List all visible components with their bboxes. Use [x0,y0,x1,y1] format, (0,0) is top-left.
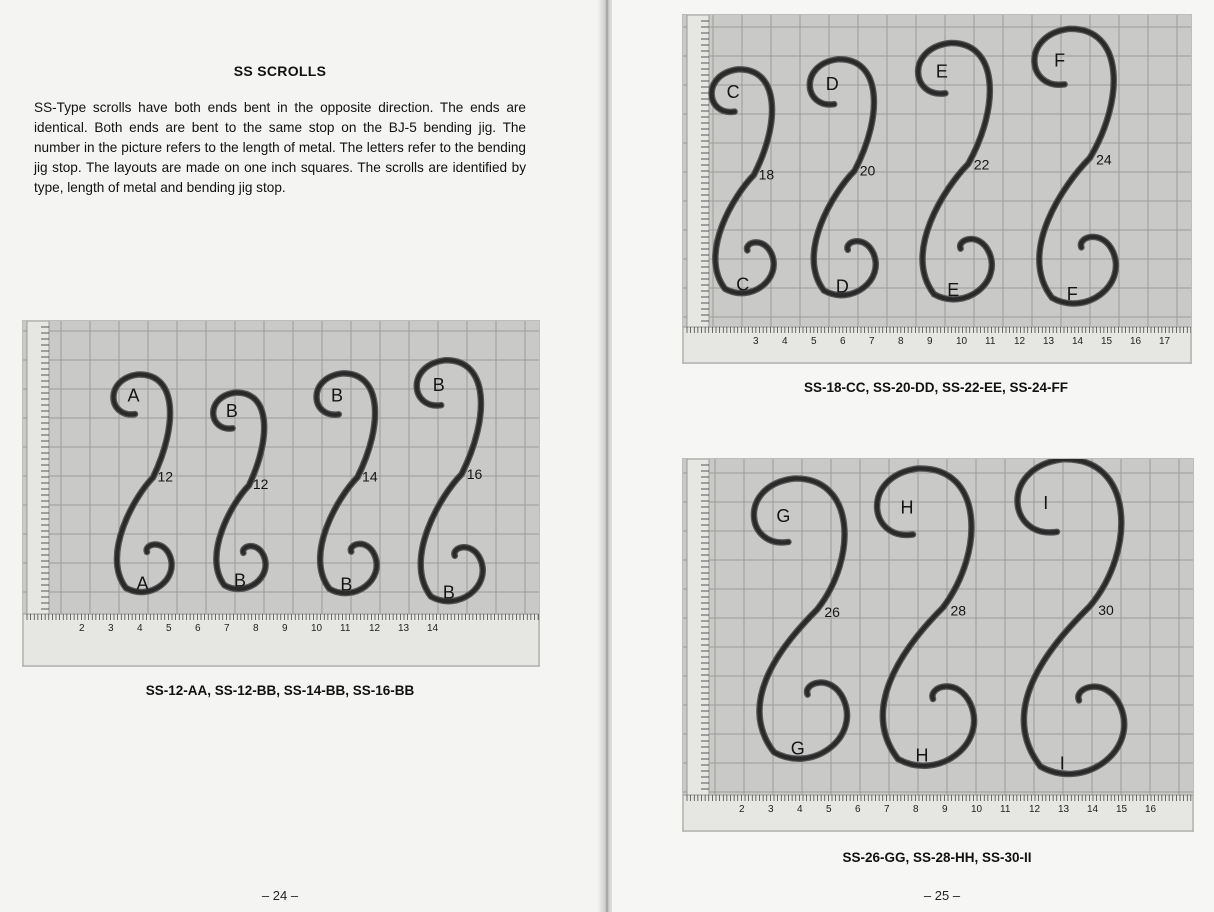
metal-length-label: 22 [973,156,990,173]
scroll-photo-26-30 [682,458,1194,832]
ruler-number: 13 [1058,804,1070,815]
ruler-number: 11 [985,336,996,347]
metal-length-label: 16 [466,466,483,482]
top-stop-letter: G [776,505,791,526]
ruler-number: 17 [1159,336,1171,347]
ruler-number: 5 [811,336,817,347]
horizontal-ruler [23,614,539,666]
ruler-number: 4 [782,336,788,347]
figure-caption-top: SS-18-CC, SS-20-DD, SS-22-EE, SS-24-FF [803,380,1069,395]
bottom-stop-letter: B [233,570,246,591]
bottom-stop-letter: E [947,280,960,301]
top-stop-letter: H [900,497,914,518]
ruler-number: 8 [898,336,904,347]
vertical-ruler [27,321,49,614]
ruler-number: 12 [369,623,381,634]
ruler-number: 8 [913,804,919,815]
bottom-stop-letter: F [1066,283,1078,304]
scroll-photo-18-24 [682,14,1192,364]
ruler-number: 6 [840,336,846,347]
metal-length-label: 20 [859,162,876,179]
section-heading: SS SCROLLS [233,63,327,79]
ruler-number: 2 [79,623,85,634]
top-stop-letter: B [432,374,445,395]
ruler-number: 6 [195,623,201,634]
top-stop-letter: D [825,73,839,94]
ruler-number: 10 [311,623,323,634]
ruler-number: 4 [137,623,143,634]
left-page [0,0,606,912]
intro-paragraph: SS-Type scrolls have both ends bent in the opposite direction. The ends are identical. Both ends are bent to the same stop on the BJ-5 bending jig. The number in the picture refers to the length of metal. The letters refer to the bending jig stop. The layouts are made on one inch squares. The scrolls are identified by type, length of metal and bending jig stop. [34,100,526,195]
right-page [612,0,1214,912]
top-stop-letter: B [331,385,344,406]
ruler-number: 5 [166,623,172,634]
ruler-number: 3 [753,336,759,347]
metal-length-label: 12 [157,468,174,485]
ruler-number: 10 [956,336,968,347]
ruler-number: 10 [971,804,983,815]
bottom-stop-letter: B [340,574,353,595]
bottom-stop-letter: I [1059,753,1065,774]
ruler-number: 7 [869,336,875,347]
ruler-number: 14 [1087,804,1099,815]
ruler-number: 13 [398,623,410,634]
ruler-number: 2 [739,804,745,815]
ruler-number: 3 [768,804,774,815]
top-stop-letter: F [1054,50,1066,71]
ruler-number: 9 [282,623,288,634]
ruler-number: 16 [1145,804,1157,815]
photo-backdrop [683,459,1193,831]
top-stop-letter: B [225,400,238,421]
figure-caption-left: SS-12-AA, SS-12-BB, SS-14-BB, SS-16-BB [145,683,415,698]
bottom-stop-letter: C [736,274,750,295]
bottom-stop-letter: A [136,573,149,594]
ruler-number: 5 [826,804,832,815]
ruler-number: 11 [1000,804,1011,815]
ruler-number: 11 [340,623,351,634]
ruler-number: 7 [884,804,890,815]
page-number-right: – 25 – [923,888,961,903]
photo-svg [683,459,1193,831]
ruler-number: 14 [1072,336,1084,347]
top-stop-letter: E [935,61,948,82]
bottom-stop-letter: G [790,738,805,759]
bottom-stop-letter: H [915,745,929,766]
page-number-left: – 24 – [261,888,299,903]
ruler-number: 3 [108,623,114,634]
metal-length-label: 26 [824,604,840,620]
metal-length-label: 14 [362,468,378,485]
ruler-number: 4 [797,804,803,815]
ruler-number: 12 [1029,804,1041,815]
ruler-number: 9 [927,336,933,347]
photo-svg [23,321,539,666]
figure-caption-bottom: SS-26-GG, SS-28-HH, SS-30-II [842,850,1032,865]
ruler-number: 15 [1116,804,1128,815]
metal-length-label: 18 [758,166,775,183]
metal-length-label: 30 [1098,602,1114,618]
ruler-number: 8 [253,623,259,634]
scroll-photo-12-16 [22,320,540,667]
ruler-number: 6 [855,804,861,815]
metal-length-label: 24 [1096,151,1112,168]
bottom-stop-letter: D [835,276,849,297]
ruler-number: 13 [1043,336,1055,347]
top-stop-letter: A [127,385,140,406]
metal-length-label: 28 [950,602,967,619]
ruler-number: 14 [427,623,439,634]
metal-length-label: 12 [252,476,269,492]
ruler-number: 9 [942,804,948,815]
top-stop-letter: C [726,82,740,103]
ruler-number: 15 [1101,336,1113,347]
ruler-number: 7 [224,623,230,634]
top-stop-letter: I [1043,492,1049,513]
ruler-number: 12 [1014,336,1026,347]
bottom-stop-letter: B [442,582,455,603]
photo-svg [683,15,1191,363]
ruler-number: 16 [1130,336,1142,347]
